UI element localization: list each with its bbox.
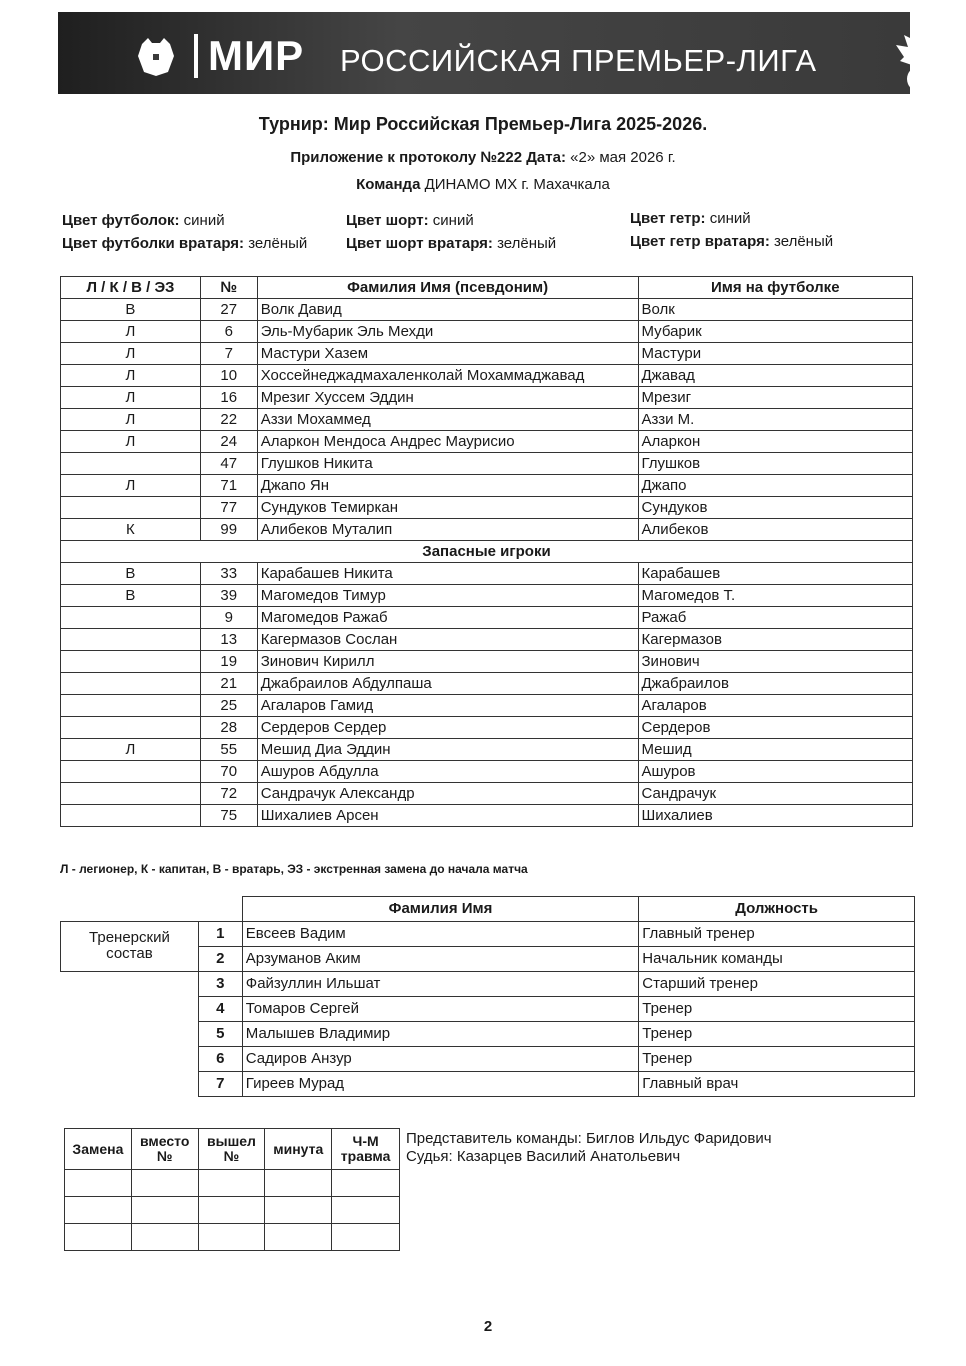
player-row: [61, 717, 913, 739]
tournament-title: Турнир: Мир Российская Премьер-Лига 2025-2026.: [258, 114, 708, 134]
subst-row: [65, 1197, 400, 1224]
player-row: [61, 365, 913, 387]
player-number: 33: [200, 563, 257, 585]
player-status: [61, 607, 201, 629]
staff-role: Старший тренер: [639, 971, 915, 996]
player-status: [61, 805, 201, 827]
staff-label: Тренерский состав: [61, 921, 199, 971]
player-number: 24: [200, 431, 257, 453]
player-shirt-name: Мастури: [638, 343, 913, 365]
player-row: [61, 783, 913, 805]
player-shirt-name: Агаларов: [638, 695, 913, 717]
banner-separator: [194, 34, 198, 78]
player-shirt-name: Кагермазов: [638, 629, 913, 651]
player-status: В: [61, 299, 201, 321]
staff-index: 3: [198, 971, 242, 996]
gk-shorts-label: Цвет шорт вратаря:: [346, 235, 493, 252]
legend-note: Л - легионер, К - капитан, В - вратарь, ЭЗ - экстренная замена до начала матча: [60, 862, 528, 876]
player-fullname: Джабраилов Абдулпаша: [257, 673, 638, 695]
player-status: Л: [61, 365, 201, 387]
protocol-line: [0, 149, 966, 166]
staff-row: [61, 1021, 915, 1046]
player-row: [61, 651, 913, 673]
col-instead-no: вместо №: [131, 1129, 198, 1170]
staff-empty-cell: [61, 971, 199, 996]
staff-body: [61, 921, 915, 1096]
gk-socks-label: Цвет гетр вратаря:: [630, 233, 770, 250]
col-entered-no: вышел №: [198, 1129, 265, 1170]
players-header-row: [61, 277, 913, 299]
eagle-emblem-icon: [892, 27, 910, 94]
player-shirt-name: Сандрачук: [638, 783, 913, 805]
col-fullname: Фамилия Имя (псевдоним): [257, 277, 638, 299]
shirts-value: синий: [183, 212, 225, 229]
player-shirt-name: Аларкон: [638, 431, 913, 453]
player-shirt-name: Карабашев: [638, 563, 913, 585]
staff-role: Тренер: [639, 996, 915, 1021]
staff-empty-cell: [61, 1021, 199, 1046]
player-number: 6: [200, 321, 257, 343]
staff-row: [61, 1071, 915, 1096]
player-fullname: Сундуков Темиркан: [257, 497, 638, 519]
staff-index: 4: [198, 996, 242, 1021]
player-shirt-name: Мрезиг: [638, 387, 913, 409]
staff-index: 2: [198, 946, 242, 971]
staff-role: Главный тренер: [639, 921, 915, 946]
subst-header-row: [65, 1129, 400, 1170]
player-row: [61, 673, 913, 695]
player-fullname: Магомедов Тимур: [257, 585, 638, 607]
staff-role: Главный врач: [639, 1071, 915, 1096]
staff-empty-cell: [61, 996, 199, 1021]
col-number: №: [200, 277, 257, 299]
player-status: В: [61, 585, 201, 607]
player-status: [61, 695, 201, 717]
protocol-date: «2» мая 2026 г.: [570, 149, 676, 166]
player-fullname: Сердеров Сердер: [257, 717, 638, 739]
subs-body: [61, 563, 913, 827]
player-row: [61, 343, 913, 365]
shorts-value: синий: [432, 212, 474, 229]
player-status: [61, 761, 201, 783]
staff-name: Файзуллин Ильшат: [242, 971, 638, 996]
player-number: 99: [200, 519, 257, 541]
socks-value: синий: [709, 210, 751, 227]
player-row: [61, 321, 913, 343]
league-name: РОССИЙСКАЯ ПРЕМЬЕР-ЛИГА: [340, 43, 817, 78]
player-fullname: Шихалиев Арсен: [257, 805, 638, 827]
player-status: [61, 453, 201, 475]
shirt-colors: [62, 210, 307, 255]
staff-empty-cell: [61, 1071, 199, 1096]
player-fullname: Хоссейнеджадмахаленколай Мохаммаджавад: [257, 365, 638, 387]
brand-logo: МИР: [208, 32, 305, 79]
team-label: Команда: [356, 176, 421, 193]
player-number: 70: [200, 761, 257, 783]
player-fullname: Мешид Диа Эддин: [257, 739, 638, 761]
staff-role: Начальник команды: [639, 946, 915, 971]
player-number: 75: [200, 805, 257, 827]
player-fullname: Зинович Кирилл: [257, 651, 638, 673]
player-shirt-name: Мешид: [638, 739, 913, 761]
player-shirt-name: Сердеров: [638, 717, 913, 739]
team-name: ДИНАМО МХ г. Махачкала: [424, 176, 610, 193]
player-number: 71: [200, 475, 257, 497]
socks-label: Цвет гетр:: [630, 210, 706, 227]
player-status: Л: [61, 321, 201, 343]
staff-empty-cell: [61, 1046, 199, 1071]
referee: Судья: Казарцев Василий Анатольевич: [406, 1148, 681, 1165]
player-number: 19: [200, 651, 257, 673]
player-fullname: Кагермазов Сослан: [257, 629, 638, 651]
gk-shirt-value: зелёный: [248, 235, 308, 252]
team-representative: Представитель команды: Биглов Ильдус Фаридович: [406, 1130, 772, 1147]
player-shirt-name: Аззи М.: [638, 409, 913, 431]
staff-index: 6: [198, 1046, 242, 1071]
player-row: [61, 453, 913, 475]
player-row: [61, 695, 913, 717]
substitutions-table: [64, 1128, 400, 1251]
staff-name: Малышев Владимир: [242, 1021, 638, 1046]
player-number: 21: [200, 673, 257, 695]
player-shirt-name: Глушков: [638, 453, 913, 475]
gk-shorts-value: зелёный: [497, 235, 557, 252]
staff-index: 5: [198, 1021, 242, 1046]
player-number: 10: [200, 365, 257, 387]
player-fullname: Эль-Мубарик Эль Мехди: [257, 321, 638, 343]
player-shirt-name: Ашуров: [638, 761, 913, 783]
player-number: 7: [200, 343, 257, 365]
player-status: В: [61, 563, 201, 585]
player-status: Л: [61, 431, 201, 453]
player-status: [61, 497, 201, 519]
player-fullname: Ашуров Абдулла: [257, 761, 638, 783]
player-shirt-name: Зинович: [638, 651, 913, 673]
staff-row: [61, 971, 915, 996]
protocol-label: Приложение к протоколу №222 Дата:: [290, 149, 566, 166]
player-row: [61, 475, 913, 497]
player-shirt-name: Сундуков: [638, 497, 913, 519]
player-shirt-name: Ражаб: [638, 607, 913, 629]
bear-logo-icon: [134, 34, 178, 78]
player-fullname: Аззи Мохаммед: [257, 409, 638, 431]
player-row: [61, 431, 913, 453]
col-staff-role: Должность: [639, 897, 915, 922]
player-shirt-name: Джавад: [638, 365, 913, 387]
player-number: 39: [200, 585, 257, 607]
player-row: [61, 497, 913, 519]
players-table: [60, 276, 913, 827]
staff-table: [60, 896, 915, 1097]
staff-empty-cell: [198, 897, 242, 922]
gk-socks-value: зелёный: [774, 233, 834, 250]
player-number: 22: [200, 409, 257, 431]
signatures: [406, 1130, 772, 1166]
player-fullname: Мастури Хазем: [257, 343, 638, 365]
player-status: [61, 783, 201, 805]
page-number: 2: [483, 1318, 493, 1335]
player-number: 27: [200, 299, 257, 321]
shorts-label: Цвет шорт:: [346, 212, 429, 229]
player-number: 16: [200, 387, 257, 409]
player-shirt-name: Джапо: [638, 475, 913, 497]
player-row: [61, 739, 913, 761]
player-row: [61, 805, 913, 827]
player-status: Л: [61, 343, 201, 365]
col-substitution: Замена: [65, 1129, 132, 1170]
staff-role: Тренер: [639, 1046, 915, 1071]
staff-row: [61, 996, 915, 1021]
socks-colors: [630, 208, 833, 253]
staff-row: [61, 1046, 915, 1071]
gk-shirt-label: Цвет футболки вратаря:: [62, 235, 245, 252]
subs-label: Запасные игроки: [61, 541, 913, 563]
player-row: [61, 629, 913, 651]
player-number: 9: [200, 607, 257, 629]
player-row: [61, 761, 913, 783]
player-fullname: Алибеков Муталип: [257, 519, 638, 541]
player-fullname: Мрезиг Хуссем Эддин: [257, 387, 638, 409]
player-shirt-name: Волк: [638, 299, 913, 321]
player-fullname: Джапо Ян: [257, 475, 638, 497]
player-shirt-name: Алибеков: [638, 519, 913, 541]
player-fullname: Карабашев Никита: [257, 563, 638, 585]
player-number: 13: [200, 629, 257, 651]
col-minute: минута: [265, 1129, 332, 1170]
player-number: 55: [200, 739, 257, 761]
player-status: [61, 717, 201, 739]
staff-row: [61, 921, 915, 946]
player-row: [61, 585, 913, 607]
subst-row: [65, 1170, 400, 1197]
player-status: Л: [61, 739, 201, 761]
player-fullname: Волк Давид: [257, 299, 638, 321]
col-injury: Ч-М травма: [332, 1129, 400, 1170]
player-number: 72: [200, 783, 257, 805]
player-status: Л: [61, 387, 201, 409]
shirts-label: Цвет футболок:: [62, 212, 180, 229]
player-status: Л: [61, 409, 201, 431]
player-number: 47: [200, 453, 257, 475]
staff-role: Тренер: [639, 1021, 915, 1046]
col-shirt-name: Имя на футболке: [638, 277, 913, 299]
player-status: [61, 651, 201, 673]
player-row: [61, 409, 913, 431]
col-status: Л / К / В / ЭЗ: [61, 277, 201, 299]
staff-name: Томаров Сергей: [242, 996, 638, 1021]
starters-body: [61, 299, 913, 541]
player-row: [61, 563, 913, 585]
col-staff-name: Фамилия Имя: [242, 897, 638, 922]
staff-index: 7: [198, 1071, 242, 1096]
staff-empty-cell: [61, 897, 199, 922]
player-status: Л: [61, 475, 201, 497]
staff-header-row: [61, 897, 915, 922]
player-fullname: Агаларов Гамид: [257, 695, 638, 717]
player-row: [61, 299, 913, 321]
player-status: [61, 673, 201, 695]
staff-name: Арзуманов Аким: [242, 946, 638, 971]
player-shirt-name: Мубарик: [638, 321, 913, 343]
player-status: [61, 629, 201, 651]
player-shirt-name: Магомедов Т.: [638, 585, 913, 607]
player-shirt-name: Шихалиев: [638, 805, 913, 827]
player-number: 28: [200, 717, 257, 739]
staff-index: 1: [198, 921, 242, 946]
player-fullname: Глушков Никита: [257, 453, 638, 475]
shorts-colors: [346, 210, 556, 255]
staff-name: Гиреев Мурад: [242, 1071, 638, 1096]
player-status: К: [61, 519, 201, 541]
player-number: 77: [200, 497, 257, 519]
player-fullname: Сандрачук Александр: [257, 783, 638, 805]
header-banner: [58, 12, 910, 94]
staff-name: Садиров Анзур: [242, 1046, 638, 1071]
player-shirt-name: Джабраилов: [638, 673, 913, 695]
subs-divider-row: [61, 541, 913, 563]
player-row: [61, 387, 913, 409]
player-row: [61, 607, 913, 629]
subst-row: [65, 1224, 400, 1251]
player-fullname: Магомедов Ражаб: [257, 607, 638, 629]
staff-name: Евсеев Вадим: [242, 921, 638, 946]
player-number: 25: [200, 695, 257, 717]
player-fullname: Аларкон Мендоса Андрес Маурисио: [257, 431, 638, 453]
player-row: [61, 519, 913, 541]
team-line: [0, 176, 966, 193]
